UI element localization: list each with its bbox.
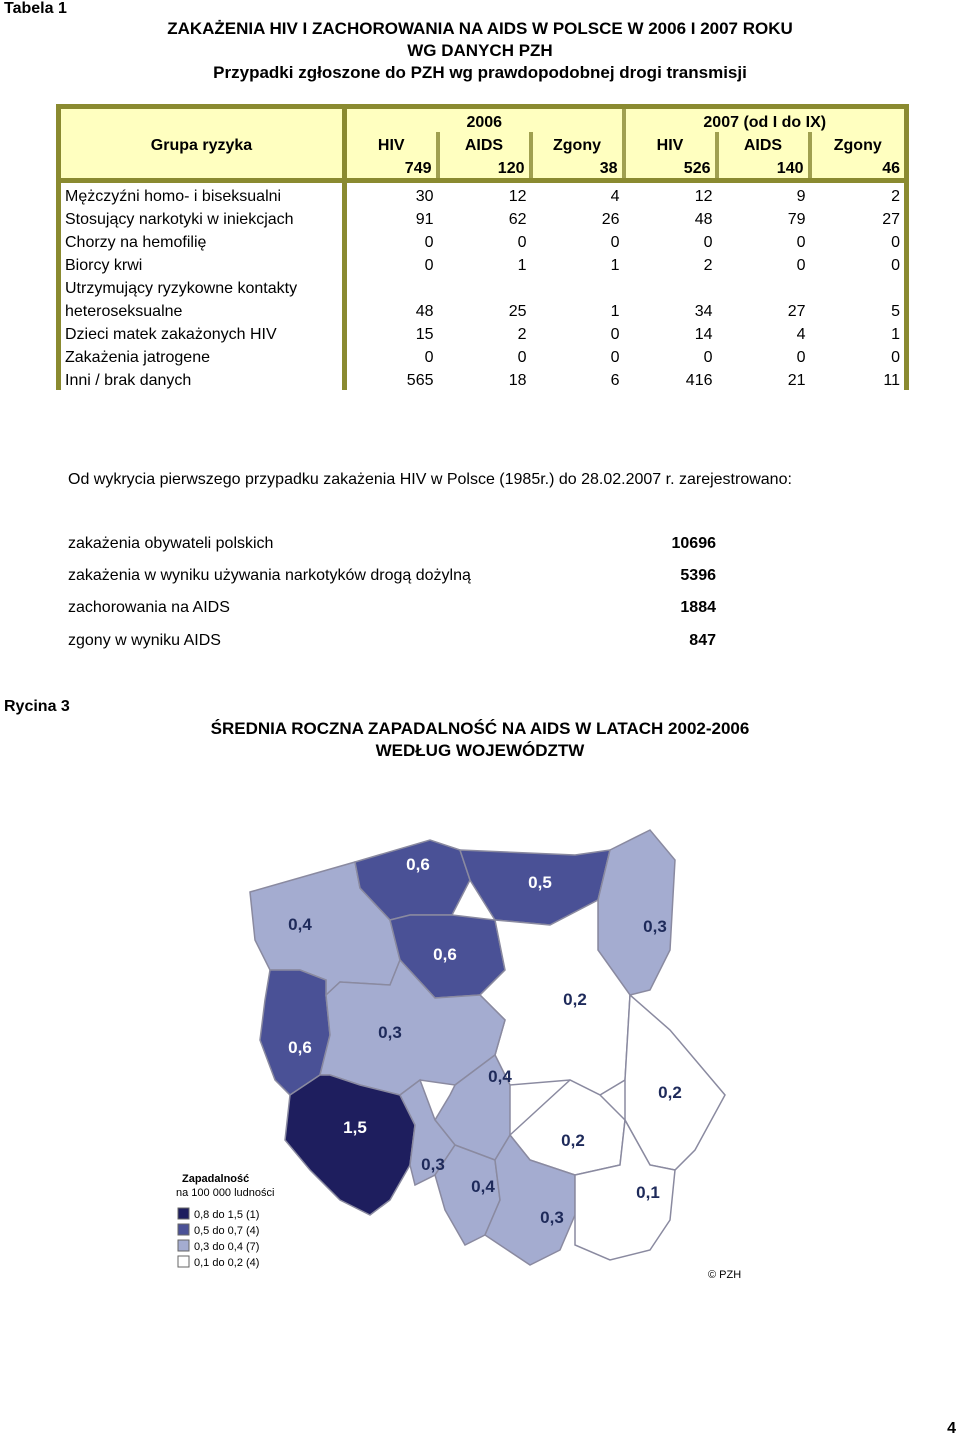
table-cell: 2	[703, 257, 713, 274]
legend-subtitle: na 100 000 ludności	[176, 1187, 275, 1199]
table-cell: 2	[517, 326, 527, 343]
table-cell: 15	[345, 321, 438, 344]
table-cell: 565	[345, 367, 438, 390]
table-row	[59, 344, 907, 367]
legend-label: 0,5 do 0,7 (4)	[194, 1225, 260, 1237]
region-value-label: 0,4	[471, 1177, 495, 1196]
table-cell	[810, 275, 907, 298]
legend-swatch	[178, 1224, 189, 1235]
table-cell: 1	[810, 321, 907, 344]
column-header: Zgony	[531, 132, 624, 155]
summary-label: zakażenia obywateli polskich	[68, 535, 274, 552]
total-cell: 526	[624, 155, 717, 181]
table-cell: 27	[787, 303, 806, 320]
summary-label: zakażenia w wyniku używania narkotyków drogą dożylną	[68, 567, 471, 584]
table-cell: 0	[517, 349, 527, 366]
table-cell: 0	[610, 349, 620, 366]
table-row	[59, 321, 907, 344]
table-cell: 0	[796, 234, 806, 251]
region-value-label: 1,5	[343, 1118, 367, 1137]
row-label: Inni / brak danych	[59, 367, 345, 390]
region-value-label: 0,2	[658, 1083, 682, 1102]
column-header: HIV	[345, 132, 438, 155]
region-value-label: 0,2	[563, 990, 587, 1009]
table-cell	[438, 275, 531, 298]
table-cell	[345, 275, 438, 298]
table-cell: 0	[345, 344, 438, 367]
table-cell: 416	[685, 372, 713, 389]
table-cell: 0	[796, 257, 806, 274]
figure-label: Rycina 3	[4, 698, 70, 715]
year-2006-header: 2006	[345, 107, 624, 133]
table-cell	[624, 275, 717, 298]
table-row	[59, 275, 907, 298]
region-value-label: 0,3	[540, 1208, 564, 1227]
column-header: HIV	[624, 132, 717, 155]
total-cell: 749	[345, 155, 438, 181]
copyright: © PZH	[708, 1269, 742, 1281]
table-cell: 18	[508, 372, 527, 389]
table-cell: 4	[796, 326, 806, 343]
column-header: AIDS	[717, 132, 810, 155]
table-cell: 0	[810, 344, 907, 367]
region-value-label: 0,3	[421, 1155, 445, 1174]
table-header-years	[59, 107, 907, 133]
region-value-label: 0,4	[288, 915, 312, 934]
table-cell: 48	[694, 211, 713, 228]
table-cell: 0	[610, 326, 620, 343]
table-row	[59, 298, 907, 321]
region-value-label: 0,6	[433, 945, 457, 964]
region-value-label: 0,4	[488, 1067, 512, 1086]
table-row	[59, 252, 907, 275]
region-value-label: 0,6	[406, 855, 430, 874]
summary-value: 5396	[680, 567, 716, 584]
table-cell: 79	[787, 211, 806, 228]
table-title	[0, 18, 960, 84]
legend-label: 0,1 do 0,2 (4)	[194, 1257, 260, 1269]
region-value-label: 0,5	[528, 873, 552, 892]
row-label: Stosujący narkotyki w iniekcjach	[59, 206, 345, 229]
summary-value: 10696	[671, 535, 716, 552]
table-row	[59, 181, 907, 207]
summary-value: 1884	[680, 599, 716, 616]
region-value-label: 0,3	[643, 917, 667, 936]
table-cell: 12	[508, 188, 527, 205]
table-cell: 48	[345, 298, 438, 321]
poland-map	[176, 820, 790, 1290]
table-cell: 0	[810, 252, 907, 275]
table-cell: 0	[345, 229, 438, 252]
table-row	[59, 229, 907, 252]
region-dolnoslaskie	[285, 1075, 415, 1215]
total-cell: 38	[531, 155, 624, 181]
row-label: Biorcy krwi	[59, 252, 345, 275]
table-cell: 25	[508, 303, 527, 320]
table-cell	[531, 275, 624, 298]
column-header: AIDS	[438, 132, 531, 155]
table-cell: 0	[810, 229, 907, 252]
table-cell: 4	[610, 188, 620, 205]
table-totals-row	[59, 155, 907, 181]
table-cell: 0	[517, 234, 527, 251]
table-cell: 14	[694, 326, 713, 343]
column-header: Zgony	[810, 132, 907, 155]
table-cell: 91	[345, 206, 438, 229]
table-cell: 30	[345, 181, 438, 207]
table-title-line3: Przypadki zgłoszone do PZH wg prawdopodobnej drogi transmisji	[213, 63, 747, 82]
row-label: heteroseksualne	[59, 298, 345, 321]
table-cell: 12	[694, 188, 713, 205]
region-value-label: 0,6	[288, 1038, 312, 1057]
table-cell	[717, 275, 810, 298]
legend-title: Zapadalność	[182, 1173, 250, 1185]
row-label: Zakażenia jatrogene	[59, 344, 345, 367]
summary-value: 847	[689, 632, 716, 649]
table-cell: 0	[703, 234, 713, 251]
group-header: Grupa ryzyka	[59, 132, 345, 155]
region-value-label: 0,3	[378, 1023, 402, 1042]
table-cell: 34	[694, 303, 713, 320]
table-cell: 1	[517, 257, 527, 274]
table-cell: 6	[610, 372, 620, 389]
table-cell: 0	[345, 252, 438, 275]
row-label: Dzieci matek zakażonych HIV	[59, 321, 345, 344]
map-title	[0, 718, 960, 762]
row-label: Mężczyźni homo- i biseksualni	[59, 181, 345, 207]
row-label: Utrzymujący ryzykowne kontakty	[59, 275, 345, 298]
table-cell: 1	[610, 257, 620, 274]
map-title-line1: ŚREDNIA ROCZNA ZAPADALNOŚĆ NA AIDS W LATACH 2002-2006	[210, 719, 750, 738]
table-cell: 62	[508, 211, 527, 228]
summary-intro: Od wykrycia pierwszego przypadku zakażenia HIV w Polsce (1985r.) do 28.02.2007 r. zarejestrowano:	[68, 471, 792, 488]
summary-label: zachorowania na AIDS	[68, 599, 230, 616]
row-label: Chorzy na hemofilię	[59, 229, 345, 252]
risk-group-table	[56, 104, 909, 390]
table-cell: 2	[810, 181, 907, 207]
table-label: Tabela 1	[4, 0, 67, 17]
table-title-line2: WG DANYCH PZH	[407, 41, 553, 60]
table-row	[59, 206, 907, 229]
table-cell: 9	[796, 188, 806, 205]
table-cell: 0	[610, 234, 620, 251]
table-header-columns	[59, 132, 907, 155]
summary-label: zgony w wyniku AIDS	[68, 632, 221, 649]
total-cell: 46	[810, 155, 907, 181]
table-cell: 21	[787, 372, 806, 389]
legend-swatch	[178, 1256, 189, 1267]
legend-label: 0,3 do 0,4 (7)	[194, 1241, 260, 1253]
table-cell: 0	[796, 349, 806, 366]
legend-items	[178, 1208, 259, 1269]
legend-label: 0,8 do 1,5 (1)	[194, 1209, 260, 1221]
page-number: 4	[947, 1420, 956, 1437]
map-title-line2: WEDŁUG WOJEWÓDZTW	[375, 741, 585, 760]
table-cell: 26	[601, 211, 620, 228]
total-cell: 120	[438, 155, 531, 181]
table-cell: 1	[610, 303, 620, 320]
year-2007-header: 2007 (od I do IX)	[624, 107, 907, 133]
table-title-line1: ZAKAŻENIA HIV I ZACHOROWANIA NA AIDS W POLSCE W 2006 I 2007 ROKU	[167, 19, 793, 38]
table-cell: 27	[810, 206, 907, 229]
legend-swatch	[178, 1240, 189, 1251]
legend-swatch	[178, 1208, 189, 1219]
total-cell: 140	[717, 155, 810, 181]
table-cell: 11	[810, 367, 907, 390]
map-legend	[176, 1173, 274, 1269]
region-value-label: 0,1	[636, 1183, 660, 1202]
table-row	[59, 367, 907, 390]
table-cell: 0	[703, 349, 713, 366]
region-value-label: 0,2	[561, 1131, 585, 1150]
table-cell: 5	[810, 298, 907, 321]
table-body	[59, 181, 907, 391]
